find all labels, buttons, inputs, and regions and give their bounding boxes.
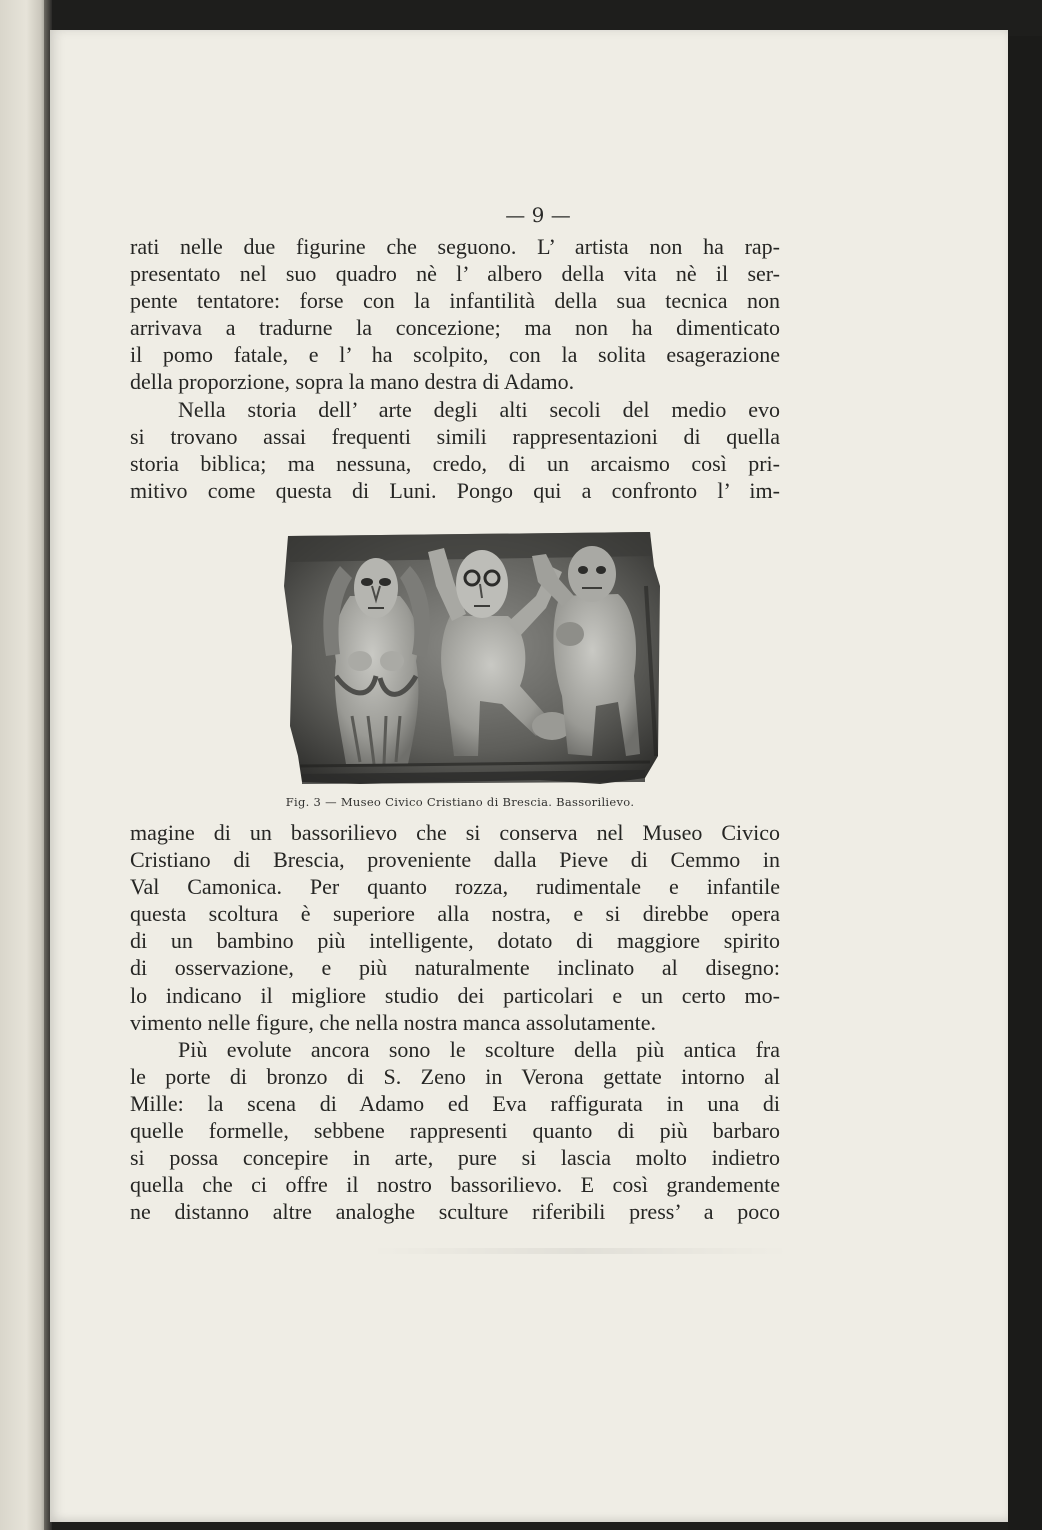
scan-background-edge [1008,36,1042,1530]
text-line: Più evolute ancora sono le scolture della più antica fra [178,1036,780,1062]
text-line: presentato nel suo quadro nè l’ albero della vita nè il ser- [130,261,780,287]
text-line: arrivava a tradurne la concezione; ma non ha dimenticato [130,315,780,341]
text-block-bottom [130,819,780,1225]
text-block-top [130,233,780,504]
text-line: Nella storia dell’ arte degli alti secoli del medio evo [178,396,780,422]
text-line: magine di un bassorilievo che si conserva nel Museo Civico [130,820,780,845]
text-line: mitivo come questa di Luni. Pongo qui a confronto l’ im- [130,477,780,503]
paragraph-3 [130,819,780,1036]
text-line: Cristiano di Brescia, proveniente dalla Pieve di Cemmo in [130,847,780,873]
figure-caption: Fig. 3 — Museo Civico Cristiano di Brescia. Bassorilievo. [285,795,635,809]
text-line: Val Camonica. Per quanto rozza, rudimentale e infantile [130,874,780,900]
text-line: quelle formelle, sebbene rappresenti quanto di più barbaro [130,1118,780,1144]
bas-relief-illustration [240,526,670,790]
text-line: il pomo fatale, e l’ ha scolpito, con la solita esagerazione [130,342,780,368]
paragraph-2 [130,396,780,504]
text-line: le porte di bronzo di S. Zeno in Verona gettate intorno al [130,1063,780,1089]
text-line: si possa concepire in arte, pure si lascia molto indietro [130,1145,780,1171]
text-line: storia biblica; ma nessuna, credo, di un arcaismo così pri- [130,450,780,476]
paragraph-4 [130,1036,780,1226]
text-line: di osservazione, e più naturalmente inclinato al disegno: [130,955,780,981]
text-line: lo indicano il migliore studio dei particolari e un certo mo- [130,982,780,1008]
text-line: ne distanno altre analoghe sculture riferibili press’ a poco [130,1199,780,1225]
paragraph-1 [130,233,780,396]
text-line: questa scoltura è superiore alla nostra, e si direbbe opera [130,901,780,927]
text-line: rati nelle due figurine che seguono. L’ artista non ha rap- [130,234,780,259]
text-line: vimento nelle figure, che nella nostra manca assolutamente. [130,1009,656,1035]
previous-page-edge [0,0,48,1530]
text-line: di un bambino più intelligente, dotato di maggiore spirito [130,928,780,954]
text-line: Mille: la scena di Adamo ed Eva raffigurata in una di [130,1090,780,1116]
text-line: si trovano assai frequenti simili rappresentazioni di quella [130,423,780,449]
text-line: della proporzione, sopra la mano destra di Adamo. [130,369,575,395]
page-number: — 9 — [505,203,571,227]
text-line: quella che ci offre il nostro bassorilievo. E così grandemente [130,1172,780,1198]
show-through-text [370,1248,790,1254]
text-line: pente tentatore: forse con la infantilità della sua tecnica non [130,288,780,314]
bas-relief-photo [240,526,670,790]
